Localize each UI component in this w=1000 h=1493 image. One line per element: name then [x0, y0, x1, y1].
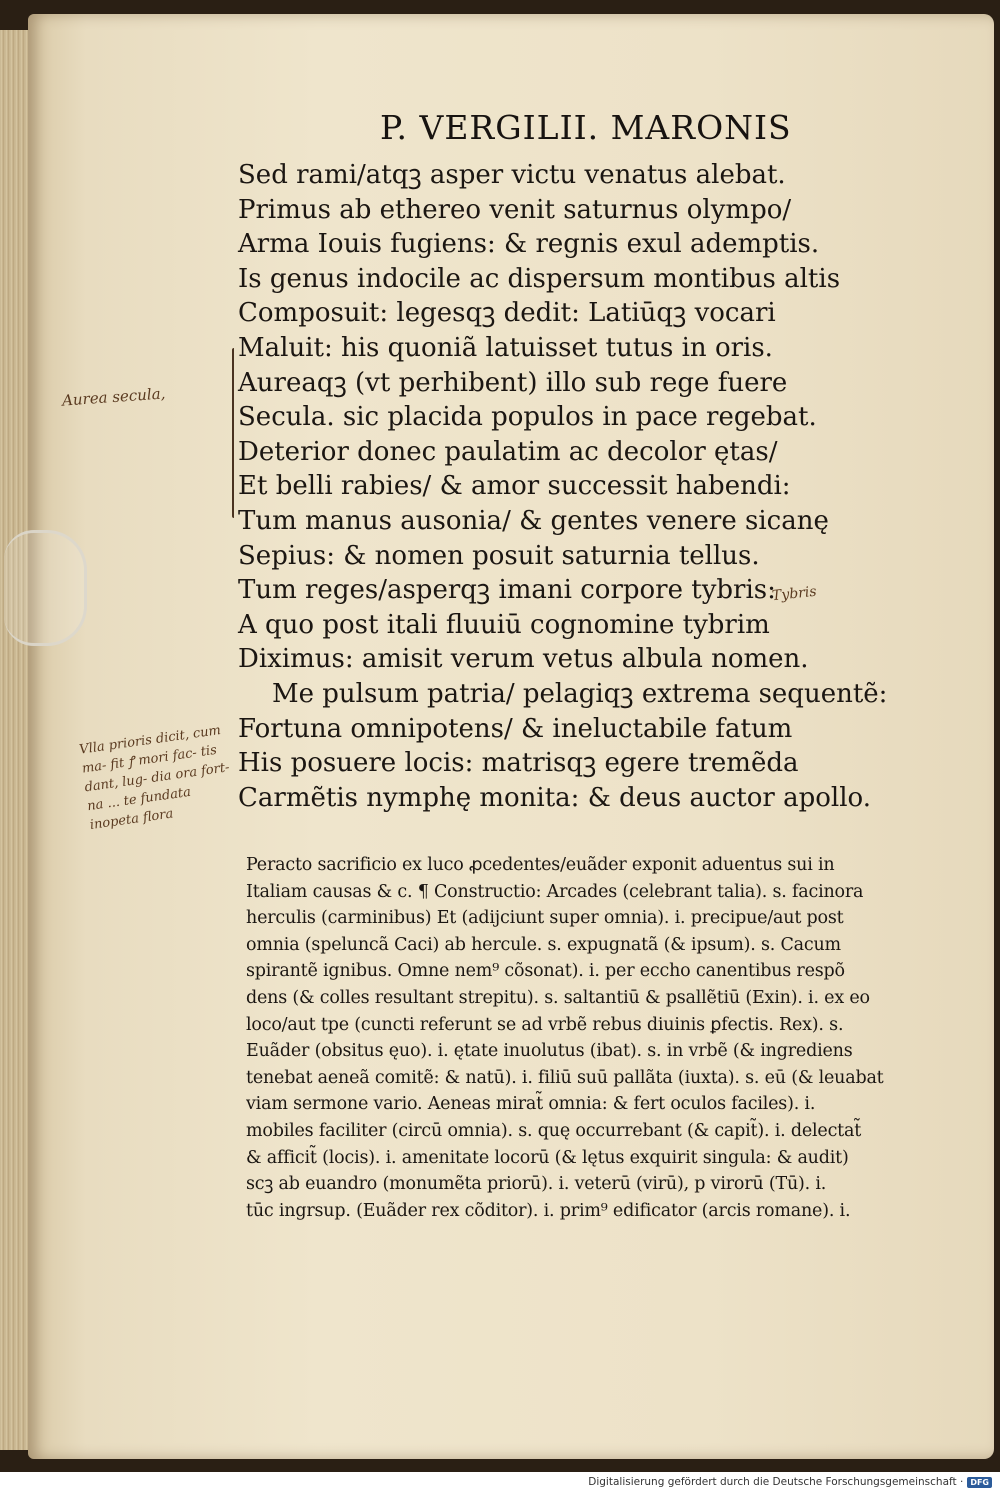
verse-line: Composuit: legesqꝫ dedit: Latiūqꝫ vocari	[238, 298, 776, 329]
commentary-line: tenebat aeneã comitẽ: & natū). i. filiū suū pallãta (iuxta). s. eū (& leuabat	[246, 1067, 884, 1088]
commentary-line: Peracto sacrificio ex luco ꝓcedentes/euãder exponit aduentus sui in	[246, 855, 835, 875]
verse-line: Secula. sic placida populos in pace regebat.	[238, 402, 817, 433]
verse-line: Fortuna omnipotens/ & ineluctabile fatum	[238, 713, 793, 744]
verse-line: Tum manus ausonia/ & gentes venere sicanę	[238, 505, 829, 536]
commentary-line: scꝫ ab euandro (monumẽta priorū). i. veterū (virū), p virorū (Tū). i.	[246, 1174, 827, 1195]
verse-line: Arma Iouis fugiens: & regnis exul ademptis.	[238, 229, 820, 260]
verse-line: Deterior donec paulatim ac decolor ętas/	[238, 436, 778, 467]
verse-line: Aureaqꝫ (vt perhibent) illo sub rege fuere	[238, 367, 788, 398]
marginal-note-right: Tybris	[771, 583, 818, 605]
verse-line: Primus ab ethereo venit saturnus olympo/	[238, 194, 792, 225]
marginal-bracket	[232, 348, 242, 518]
verse-line: A quo post itali fluuiū cognomine tybrim	[238, 609, 770, 640]
verse-line: Is genus indocile ac dispersum montibus altis	[238, 263, 841, 294]
commentary-line: & afficit̃ (locis). i. amenitate locorū (& lętus exquirit singula: & audit)	[246, 1147, 849, 1168]
marginal-note-upper-left: Aurea secula,	[61, 384, 166, 410]
verse-line: Sepius: & nomen posuit saturnia tellus.	[238, 540, 760, 571]
verse-line: Maluit: his quoniã latuisset tutus in oris.	[238, 332, 773, 363]
verse-line: Et belli rabies/ & amor successit habendi:	[238, 471, 791, 502]
verse-line: His posuere locis: matrisqꝫ egere tremẽda	[238, 748, 799, 779]
digitization-credit	[588, 1476, 992, 1488]
verse-line: Me pulsum patria/ pelagiqꝫ extrema sequentẽ:	[272, 678, 888, 709]
running-head: P. VERGILII. MARONIS	[380, 108, 792, 147]
commentary-line: tūc ingrsup. (Euãder rex cõditor). i. prim⁹ edificator (arcis romane). i.	[246, 1200, 851, 1221]
dfg-logo-icon: DFG	[967, 1477, 992, 1488]
commentary-line: Euãder (obsitus ęuo). i. ętate inuolutus (ibat). s. in vrbẽ (& ingrediens	[246, 1041, 853, 1062]
commentary-line: dens (& colles resultant strepitu). s. saltantiū & psallẽtiū (Exin). i. ex eo	[246, 987, 870, 1008]
commentary-block	[246, 852, 936, 1224]
verse-line: Diximus: amisit verum vetus albula nomen.	[238, 644, 809, 675]
commentary-line: omnia (speluncã Caci) ab hercule. s. expugnatã (& ipsum). s. Cacum	[246, 934, 841, 955]
commentary-line: mobiles faciliter (circū omnia). s. quę occurrebant (& capit̃). i. delectat̃	[246, 1120, 862, 1141]
commentary-line: viam sermone vario. Aeneas mirat̃ omnia: & fert oculos faciles). i.	[246, 1094, 816, 1115]
marginal-note-lower-left: Vlla prioris dicit, cum ma- fit ꝭ mori fac- tis dant, lug- dia ora fort- na ... te fundata inopeta flora	[78, 723, 231, 833]
verse-block	[238, 158, 888, 815]
verse-line: Tum reges/asperqꝫ imani corpore tybris:	[238, 575, 776, 606]
commentary-line: Italiam causas & c. ¶ Constructio: Arcades (celebrant talia). s. facinora	[246, 881, 864, 902]
commentary-line: spirantẽ ignibus. Omne nem⁹ cõsonat). i. per eccho canentibus respõ	[246, 961, 845, 982]
commentary-line: herculis (carminibus) Et (adijciunt super omnia). i. precipue/aut post	[246, 908, 844, 929]
verse-line: Carmẽtis nymphę monita: & deus auctor apollo.	[238, 782, 871, 813]
verse-line: Sed rami/atqꝫ asper victu venatus alebat.	[238, 160, 786, 190]
commentary-line: loco/aut tpe (cuncti referunt se ad vrbẽ rebus diuinis ꝑfectis. Rex). s.	[246, 1014, 844, 1035]
page-clip	[4, 530, 87, 646]
credit-text: Digitalisierung gefördert durch die Deutsche Forschungsgemeinschaft ·	[588, 1476, 964, 1488]
